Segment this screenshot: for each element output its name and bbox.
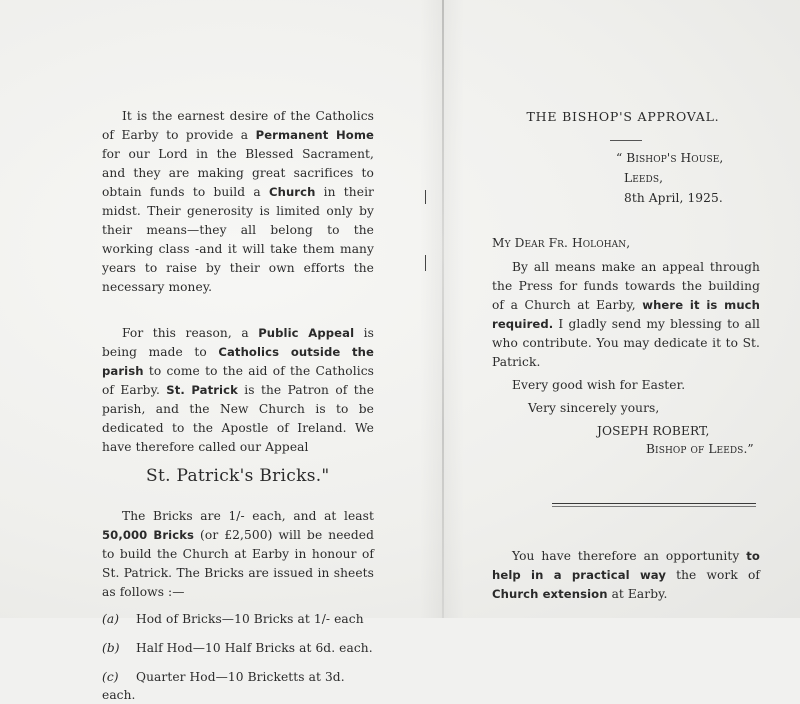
approval-title: THE BISHOP'S APPROVAL. [526,109,720,124]
right-page [492,107,760,604]
bricks-paragraph: The Bricks are 1/- each, and at least 50,000 Bricks (or £2,500) will be needed to build the Church at Earby in honour of St. Patrick. The Bricks are issued in sheets as follows :— [102,509,374,599]
closing-paragraph: You have therefore an opportunity to help in a practical way the work of Church extension at Earby. [492,549,760,601]
fold-mark [425,190,426,204]
easter-wish: Every good wish for Easter. [512,378,686,392]
section-divider [552,506,756,507]
appeal-title: St. Patrick's Bricks." [146,466,330,486]
letter-body: By all means make an appeal through the Press for funds towards the building of a Church at Earby, where it is much required. I gladly send my blessing to all who contribute. You may dedicate it to St. Patrick. [492,260,761,369]
title-rule [610,140,642,141]
signature-title: Bishop of Leeds.” [646,442,754,456]
closing-line: Very sincerely yours, [528,401,660,415]
appeal-paragraph: For this reason, a Public Appeal is being made to Catholics outside the parish to come to the aid of the Catholics of Earby. St. Patrick is the Patron of the parish, and the New Church is to be dedicated to the Apostle of Ireland. We have therefore called our Appeal [102,326,375,454]
list-item: (b) Half Hod—10 Half Bricks at 6d. each. [102,641,373,655]
list-item: (c) Quarter Hod—10 Bricketts at 3d. each. [102,670,345,702]
intro-paragraph: It is the earnest desire of the Catholics of Earby to provide a Permanent Home for our Lord in the Blessed Sacrament, and they are making great sacrifices to obtain funds to build a Church in their midst. Their generosity is limited only by their means—they all belong to the working class -and it will take them many years to raise by their own efforts the necessary money. [102,109,375,294]
signature-name: JOSEPH ROBERT, [597,424,710,438]
list-item: (a) Hod of Bricks—10 Bricks at 1/- each [102,612,364,626]
fold-mark [425,255,426,271]
section-divider [552,503,756,504]
permanent-home-emphasis: Permanent Home [255,128,375,142]
bricks-list [102,610,374,704]
left-page [102,107,374,704]
salutation: My Dear Fr. Holohan, [492,236,631,250]
letter-address: “ Bishop's House, Leeds, 8th April, 1925. [616,151,724,205]
center-fold [442,0,444,618]
church-emphasis: Church [268,185,316,199]
